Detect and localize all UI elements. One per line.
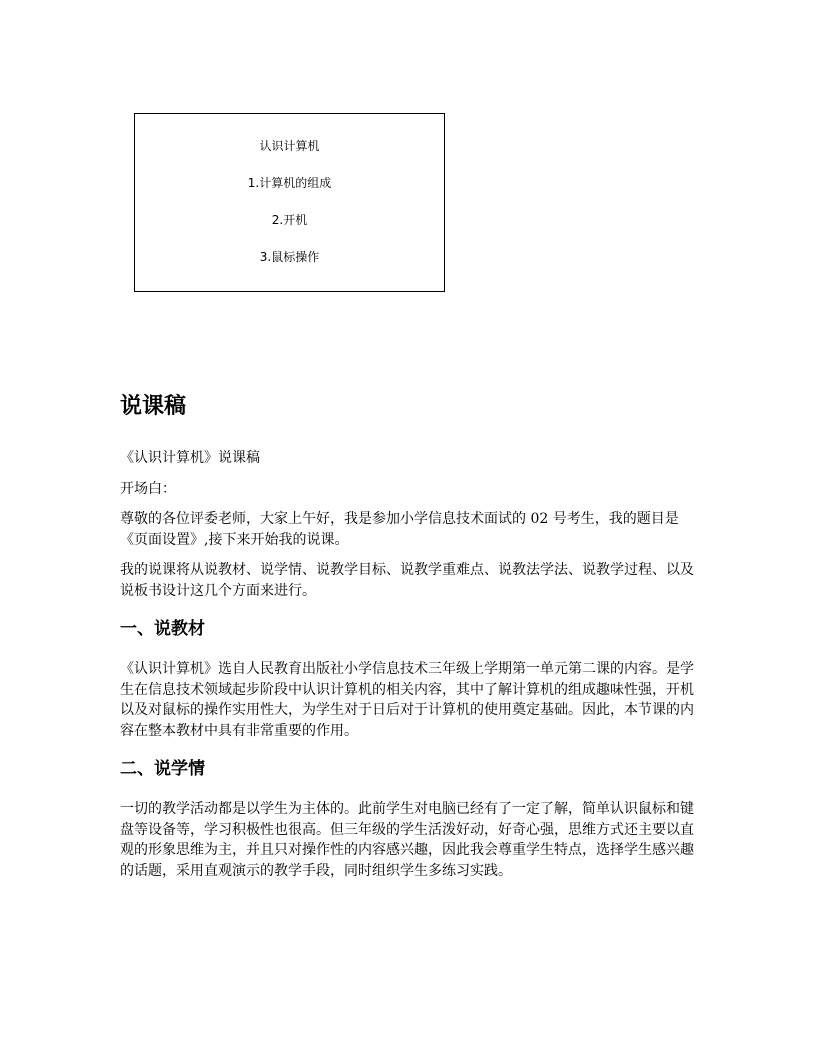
- board-item-composition: 1.计算机的组成: [247, 176, 332, 190]
- opening-paragraph: 尊敬的各位评委老师，大家上午好，我是参加小学信息技术面试的 02 号考生，我的题目是《页面设置》,接下来开始我的说课。: [120, 511, 679, 548]
- section-heading-students: 二、说学情: [120, 759, 205, 779]
- board-item-power-on: 2.开机: [271, 213, 308, 227]
- document-body: [120, 392, 700, 891]
- section-body-textbook: 《认识计算机》选自人民教育出版社小学信息技术三年级上学期第一单元第二课的内容。是学生在信息技术领域起步阶段中认识计算机的相关内容，其中了解计算机的组成趣味性强，开机以及对鼠标的操作实用性大，为学生对于日后对于计算机的使用奠定基础。因此，本节课的内容在整本教材中具有非常重要的作用。: [120, 661, 694, 739]
- opening-label: 开场白：: [120, 480, 176, 497]
- board-title: 认识计算机: [259, 139, 320, 153]
- board-design-box: [134, 113, 445, 292]
- document-title: 说课稿: [120, 394, 187, 419]
- section-heading-textbook: 一、说教材: [120, 619, 205, 639]
- section-body-students: 一切的教学活动都是以学生为主体的。此前学生对电脑已经有了一定了解，简单认识鼠标和键盘等设备等，学习积极性也很高。但三年级的学生活泼好动，好奇心强，思维方式还主要以直观的形象思维为主，并且只对操作性的内容感兴趣，因此我会尊重学生特点，选择学生感兴趣的话题，采用直观演示的教学手段，同时组织学生多练习实践。: [120, 801, 694, 879]
- document-subtitle: 《认识计算机》说课稿: [120, 450, 260, 466]
- outline-paragraph: 我的说课将从说教材、说学情、说教学目标、说教学重难点、说教法学法、说教学过程、以及说板书设计这几个方面来进行。: [120, 562, 694, 599]
- board-item-mouse-operation: 3.鼠标操作: [259, 250, 320, 264]
